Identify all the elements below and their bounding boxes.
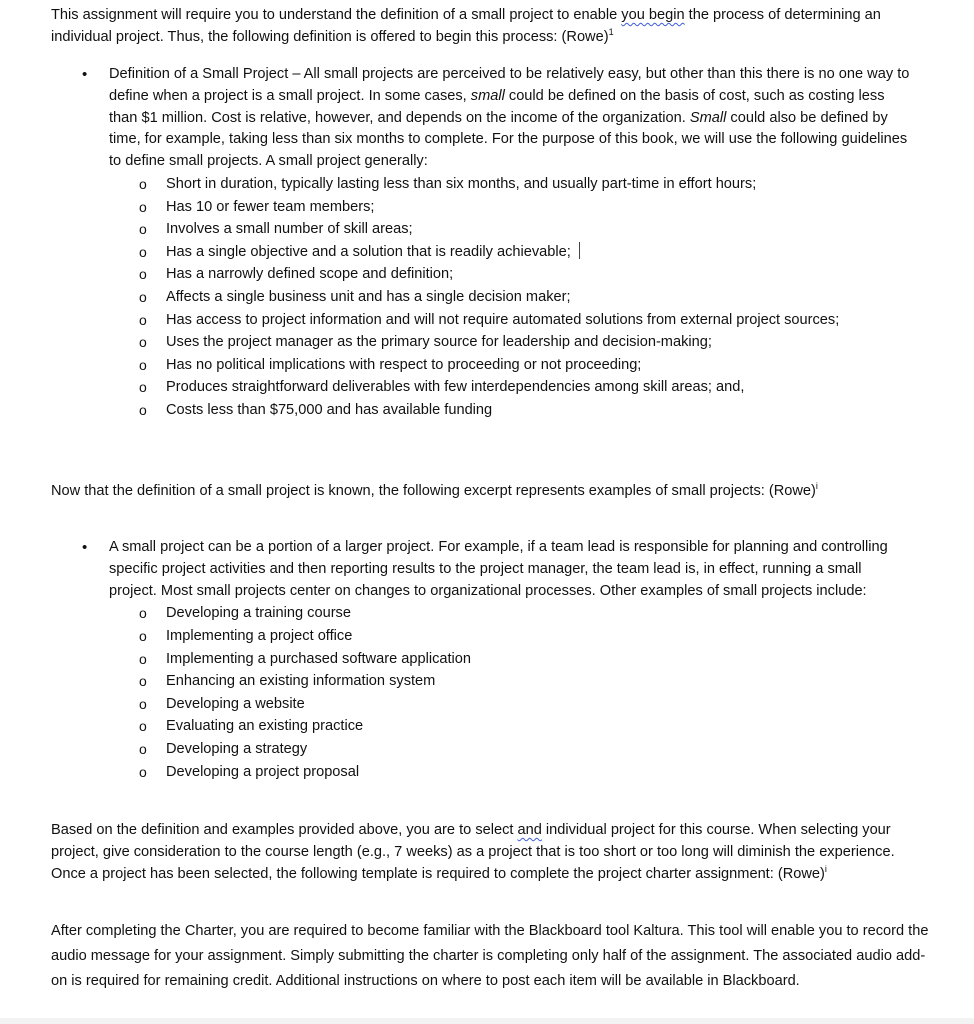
- transition-paragraph: [51, 481, 931, 503]
- closing-paragraph: After completing the Charter, you are required to become familiar with the Blackboard tool Kaltura. This tool will enable you to record the audio message for your assignment. Simply submitting the charter is completing only half of the assignment. The associated audio add-on is required for remaining credit. Additional instructions on where to post each item will be available in Blackboard.: [51, 923, 929, 990]
- list-item-text: Has access to project information and will not require automated solutions from external project sources;: [166, 311, 840, 328]
- definition-text-a: Definition of a Small Project – All small projects are perceived to be relatively easy, but other than this there is no one way to define when a project is a small project. In some cases,: [109, 66, 910, 104]
- list-item: [81, 286, 911, 309]
- footnote-ref: i: [815, 481, 818, 492]
- list-item: [81, 670, 911, 693]
- list-item: [81, 738, 911, 761]
- sub-bullet-icon: o: [139, 288, 147, 305]
- examples-bullet: [81, 537, 911, 783]
- spellcheck-mark: you begin: [621, 7, 685, 23]
- list-item-text: Has 10 or fewer team members;: [166, 198, 375, 215]
- list-item-text: Uses the project manager as the primary source for leadership and decision-making;: [166, 334, 712, 351]
- list-item-text: Costs less than $75,000 and has available funding: [166, 401, 493, 418]
- list-item-text: Developing a training course: [166, 605, 351, 622]
- list-item-text: Enhancing an existing information system: [166, 673, 436, 690]
- sub-bullet-icon: o: [139, 198, 147, 215]
- definition-text-c: could also be defined by time, for example, taking less than six months to complete. For the purpose of this book, we will use the following guidelines to define small projects. A small project generally:: [109, 109, 908, 170]
- examples-text: [81, 537, 911, 602]
- list-item-text: Short in duration, typically lasting less than six months, and usually part-time in effort hours;: [166, 175, 757, 192]
- definition-emphasis: small: [470, 87, 505, 104]
- sub-bullet-icon: o: [139, 221, 147, 238]
- sub-bullet-icon: o: [139, 356, 147, 373]
- list-item: [81, 354, 911, 377]
- list-item: [81, 263, 911, 286]
- list-item-text: Developing a website: [166, 695, 305, 712]
- selection-paragraph: [51, 820, 931, 885]
- list-item: [81, 648, 911, 671]
- list-item: [81, 761, 911, 784]
- footnote-ref: i: [824, 863, 827, 874]
- list-item: [81, 196, 911, 219]
- intro-text-pre: This assignment will require you to understand the definition of a small project to enable: [51, 7, 622, 23]
- sub-bullet-icon: o: [139, 266, 147, 283]
- text-cursor: [579, 242, 580, 259]
- bullet-icon: •: [82, 66, 88, 83]
- list-item: [81, 218, 911, 241]
- list-item-text: Implementing a purchased software application: [166, 650, 472, 667]
- sub-bullet-icon: o: [139, 243, 147, 260]
- list-item-text: Involves a small number of skill areas;: [166, 221, 413, 238]
- list-item-text: Has a single objective and a solution that is readily achievable;: [166, 243, 571, 260]
- sub-bullet-icon: o: [139, 695, 147, 712]
- page-bottom-edge: [0, 1018, 974, 1024]
- sub-bullet-icon: o: [139, 311, 147, 328]
- footnote-ref: 1: [608, 26, 614, 37]
- sub-bullet-icon: o: [139, 673, 147, 690]
- list-item-text: Produces straightforward deliverables with few interdependencies among skill areas; and,: [166, 379, 745, 396]
- list-item: [81, 241, 911, 264]
- sub-bullet-icon: o: [139, 605, 147, 622]
- list-item-text: Implementing a project office: [166, 627, 353, 644]
- definition-text-b: could be defined on the basis of cost, such as costing less than $1 million. Cost is relative, however, and depends on the income of the organization.: [109, 87, 885, 126]
- list-item-text: Has a narrowly defined scope and definition;: [166, 266, 454, 283]
- intro-paragraph: [51, 5, 931, 49]
- definition-text: [81, 64, 911, 173]
- list-item: [81, 399, 911, 422]
- intro-text-post: the process of determining an individual project. Thus, the following definition is offered to begin this process: (Rowe): [51, 7, 881, 45]
- sub-bullet-icon: o: [139, 718, 147, 735]
- sub-bullet-icon: o: [139, 650, 147, 667]
- sub-bullet-icon: o: [139, 175, 147, 192]
- list-item: [81, 376, 911, 399]
- sub-bullet-icon: o: [139, 627, 147, 644]
- list-item: [81, 715, 911, 738]
- examples-list: [81, 602, 911, 783]
- examples-text-body: A small project can be a portion of a larger project. For example, if a team lead is responsible for planning and controlling specific project activities and then reporting results to the project manager, the team lead is, in effect, running a small project. Most small projects center on changes to organizational processes. Other examples of small projects include:: [109, 539, 888, 599]
- list-item: [81, 173, 911, 196]
- sub-bullet-icon: o: [139, 379, 147, 396]
- list-item: [81, 693, 911, 716]
- sub-bullet-icon: o: [139, 401, 147, 418]
- definition-criteria-list: [81, 173, 911, 422]
- list-item-text: Affects a single business unit and has a single decision maker;: [166, 288, 571, 305]
- bullet-icon: •: [82, 539, 88, 556]
- spellcheck-mark: and: [517, 822, 542, 838]
- list-item: [81, 309, 911, 332]
- list-item: [81, 602, 911, 625]
- list-item-text: Evaluating an existing practice: [166, 718, 364, 735]
- selection-text-pre: Based on the definition and examples provided above, you are to select: [51, 822, 518, 838]
- definition-emphasis: Small: [689, 109, 727, 126]
- sub-bullet-icon: o: [139, 763, 147, 780]
- sub-bullet-icon: o: [139, 740, 147, 757]
- list-item: [81, 331, 911, 354]
- list-item: [81, 625, 911, 648]
- list-item-text: Developing a project proposal: [166, 763, 360, 780]
- sub-bullet-icon: o: [139, 334, 147, 351]
- selection-text-post: individual project for this course. When selecting your project, give consideration to the course length (e.g., 7 weeks) as a project that is too short or too long will diminish the experience. Once a project has been selected, the following template is required to complete the project charter assignment: (Rowe): [51, 822, 895, 882]
- transition-text: Now that the definition of a small project is known, the following excerpt represents examples of small projects: (Rowe): [51, 483, 816, 499]
- list-item-text: Developing a strategy: [166, 740, 308, 757]
- definition-bullet: [81, 64, 911, 422]
- list-item-text: Has no political implications with respect to proceeding or not proceeding;: [166, 356, 642, 373]
